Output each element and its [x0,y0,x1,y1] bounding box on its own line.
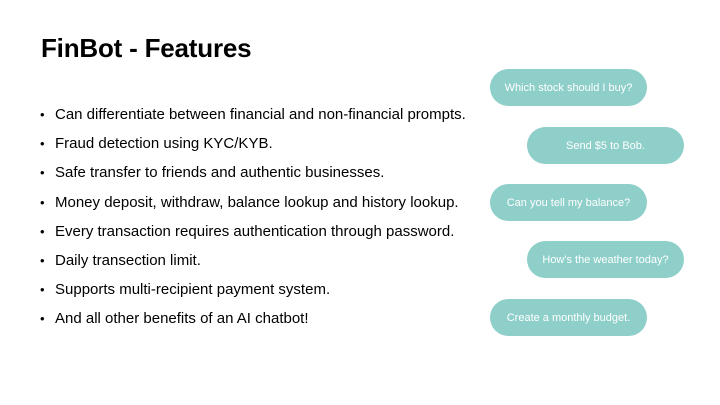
chat-bubble-balance: Can you tell my balance? [490,184,647,221]
feature-text: Every transaction requires authentication through password. [55,222,455,240]
chat-bubble-stock: Which stock should I buy? [490,69,647,106]
bullet-icon: • [40,136,45,152]
chat-bubble-budget: Create a monthly budget. [490,299,647,336]
feature-item [40,191,466,220]
bullet-icon: • [40,194,45,210]
bullet-icon: • [40,252,45,268]
feature-text: Money deposit, withdraw, balance lookup and history lookup. [55,193,459,211]
feature-item [40,161,466,190]
chat-bubble-send: Send $5 to Bob. [527,127,684,164]
bullet-icon: • [40,282,45,298]
feature-text: Safe transfer to friends and authentic businesses. [55,164,385,182]
feature-item [40,278,466,307]
feature-item [40,220,466,249]
feature-text: Fraud detection using KYC/KYB. [55,135,273,153]
bullet-icon: • [40,223,45,239]
feature-text: Daily transection limit. [55,251,201,269]
slide-title: FinBot - Features [41,33,252,63]
feature-text: Supports multi-recipient payment system. [55,281,331,299]
feature-item [40,249,466,278]
bullet-icon: • [40,165,45,181]
feature-text: Can differentiate between financial and non-financial prompts. [55,106,466,123]
feature-list [40,103,466,337]
feature-item [40,132,466,161]
feature-item [40,103,466,132]
chat-bubble-weather: How's the weather today? [527,241,684,278]
bullet-icon: • [40,107,45,122]
bullet-icon: • [40,311,45,327]
feature-text: And all other benefits of an AI chatbot! [55,310,309,328]
feature-item [40,307,466,336]
